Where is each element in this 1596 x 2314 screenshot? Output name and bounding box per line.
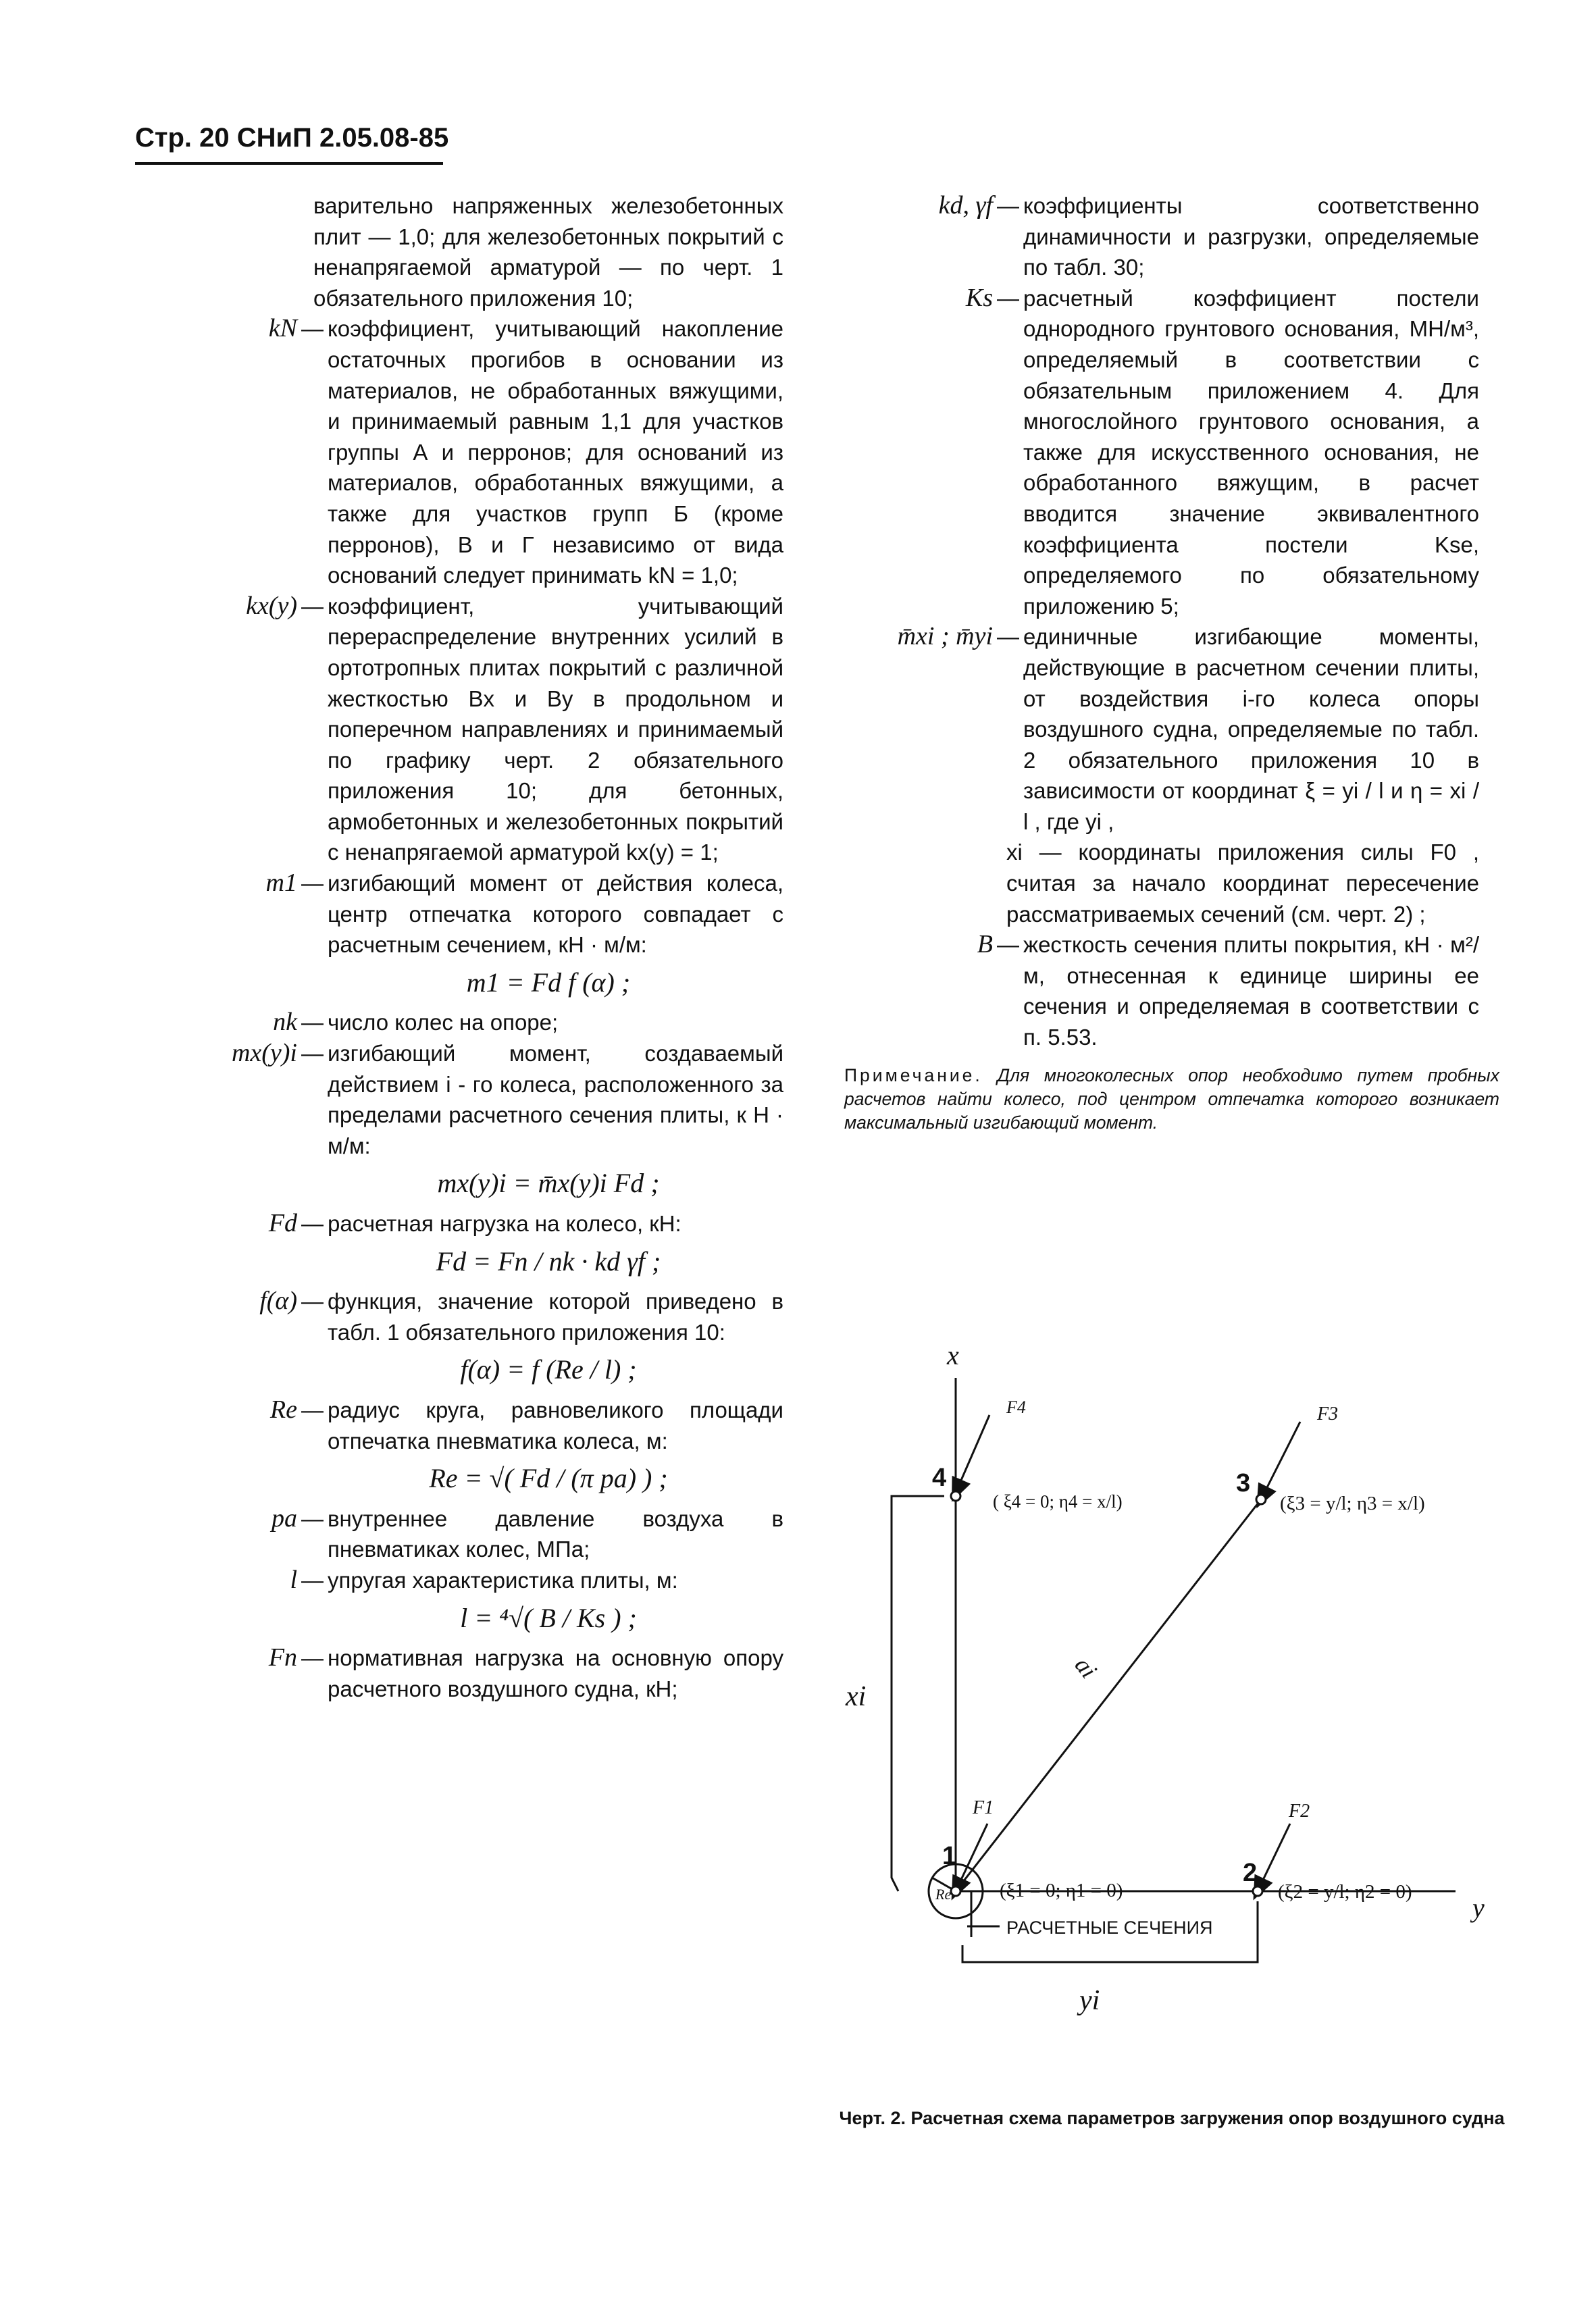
symbol: kN — [268, 314, 297, 343]
symbol: pa — [272, 1503, 297, 1533]
node-1-number: 1 — [942, 1842, 957, 1870]
definition-text: функция, значение которой приведено в табл. 1 обязательного приложения 10: — [328, 1289, 783, 1345]
definition-text: радиус круга, равновеликого площади отпечатка пневматика колеса, м: — [328, 1397, 783, 1454]
formula-f-alpha: f(α) = f (Re / l) ; — [460, 1354, 637, 1385]
symbol: B — [977, 930, 993, 959]
dash: — — [301, 1041, 324, 1066]
definition-kN — [162, 313, 783, 590]
formula-mxyi: mx(y)i = m̄x(y)i Fd ; — [437, 1168, 660, 1199]
point-1 — [951, 1886, 960, 1896]
note-text: Для многоколесных опор необходимо путем пробных расчетов найти колесо, под центром отпечатка которого возникает максимальный изгибающий момент. — [844, 1065, 1499, 1133]
left-column — [162, 190, 783, 1704]
sections-label: РАСЧЕТНЫЕ СЕЧЕНИЯ — [1006, 1918, 1213, 1938]
figure-caption: Черт. 2. Расчетная схема параметров загружения опор воздушного судна — [839, 2108, 1505, 2128]
note-label: Примечание. — [844, 1065, 983, 1085]
dash: — — [301, 1010, 324, 1035]
formula-Fd: Fd = Fn / nk · kd γf ; — [436, 1245, 661, 1277]
note — [844, 1064, 1499, 1135]
x-axis-label: x — [947, 1340, 959, 1370]
definition-text: расчетная нагрузка на колесо, кН: — [328, 1211, 681, 1236]
symbol: Re — [269, 1395, 297, 1424]
dash: — — [301, 593, 324, 619]
definition-text: жесткость сечения плиты покрытия, кН · м²/м, отнесенная к единице ширины ее сечения и определяемая в соответствии с п. 5.53. — [1023, 932, 1479, 1050]
F1-label: F1 — [973, 1797, 994, 1818]
definition-text: коэффициенты соответственно динамичности и разгрузки, определяемые по табл. 30; — [1023, 193, 1479, 280]
Re-label: Re — [935, 1886, 952, 1903]
load-scheme-diagram — [838, 1324, 1513, 2080]
definition-text: изгибающий момент, создаваемый действием i - го колеса, расположенного за пределами расчетного сечения плиты, к Н · м/м: — [328, 1041, 783, 1158]
coords-3: (ξ3 = y/l; η3 = x/l) — [1280, 1493, 1425, 1514]
F3-label: F3 — [1317, 1404, 1339, 1424]
definition-Ks — [831, 283, 1479, 622]
definition-mxi-myi — [831, 621, 1479, 837]
coords-4: ( ξ4 = 0; η4 = x/l) — [993, 1491, 1123, 1512]
definition-l — [162, 1565, 783, 1596]
definition-text: внутреннее давление воздуха в пневматиках колес, МПа; — [328, 1506, 783, 1562]
definition-f-alpha — [162, 1286, 783, 1347]
diagonal-ai — [956, 1499, 1261, 1891]
definition-text: число колес на опоре; — [328, 1010, 559, 1035]
symbol: Ks — [965, 283, 993, 312]
xi-bracket — [892, 1496, 944, 1891]
y-axis-label: y — [1472, 1893, 1485, 1923]
definition-text: коэффициент, учитывающий перераспределение внутренних усилий в ортотропных плитах покрытий с различной жесткостью Bx и By в продольном и поперечном направлениях и принимаемый по графику черт. 2 обязательного приложения 10; для бетонных, армобетонных и железобетонных покрытий с ненапрягаемой арматурой kx(y) = 1; — [328, 593, 783, 865]
F2-label: F2 — [1289, 1801, 1310, 1822]
formula-l: l = ⁴√( B / Ks ) ; — [460, 1602, 637, 1633]
dash: — — [301, 316, 324, 342]
symbol: kd, γf — [938, 191, 993, 220]
symbol: Fn — [268, 1643, 297, 1672]
formula-m1: m1 = Fd f (α) ; — [466, 967, 631, 998]
definition-kd-gf — [831, 190, 1479, 283]
definition-text: изгибающий момент от действия колеса, центр отпечатка которого совпадает с расчетным сечением, кН · м/м: — [328, 871, 783, 958]
definition-mxyi — [162, 1038, 783, 1161]
node-2-number: 2 — [1243, 1859, 1258, 1887]
xi-label: xi — [846, 1681, 867, 1712]
dash: — — [997, 932, 1019, 958]
dash: — — [997, 193, 1019, 218]
page-header: Стр. 20 СНиП 2.05.08-85 — [135, 123, 449, 153]
definition-nk — [162, 1007, 783, 1038]
force-F3-arrow — [1261, 1422, 1300, 1499]
definition-m1 — [162, 868, 783, 960]
definition-Re — [162, 1395, 783, 1456]
point-3 — [1256, 1495, 1266, 1504]
definition-Fd — [162, 1208, 783, 1239]
symbol: Fd — [268, 1209, 297, 1237]
force-F4-arrow — [956, 1415, 989, 1493]
symbol: m1 — [265, 869, 297, 898]
definition-text: нормативная нагрузка на основную опору расчетного воздушного судна, кН; — [328, 1645, 783, 1701]
dash: — — [301, 1645, 324, 1671]
dash: — — [997, 624, 1019, 650]
yi-label: yi — [1079, 1985, 1100, 2016]
dash: — — [301, 871, 324, 896]
right-column — [831, 190, 1479, 1053]
symbol: l — [290, 1565, 297, 1594]
dash: — — [301, 1211, 324, 1236]
point-2 — [1253, 1886, 1262, 1896]
node-4-number: 4 — [932, 1464, 947, 1492]
symbol: mx(y)i — [231, 1039, 297, 1068]
dash: — — [301, 1506, 324, 1531]
dash: — — [301, 1289, 324, 1314]
definition-kxy — [162, 591, 783, 868]
symbol: f(α) — [259, 1287, 297, 1316]
definition-xi-continued: xi — координаты приложения силы F0 , считая за начало координат пересечение рассматриваемых сечений (см. черт. 2) ; — [1006, 840, 1479, 927]
node-3-number: 3 — [1236, 1469, 1251, 1497]
symbol: m̄xi ; m̄yi — [897, 622, 993, 651]
coords-2: (ξ2 = y/l; η2 = 0) — [1278, 1881, 1412, 1903]
definition-B — [831, 929, 1479, 1052]
symbol: nk — [273, 1008, 297, 1037]
dash: — — [997, 285, 1019, 311]
definition-text: единичные изгибающие моменты, действующие в расчетном сечении плиты, от воздействия i-го колеса опоры воздушного судна, определяемые по табл. 2 обязательного приложения 10 в зависимости от координат ξ = yi / l и η = xi / l , где yi , — [1023, 624, 1479, 834]
ai-label: ai — [1069, 1651, 1103, 1684]
formula-Re: Re = √( Fd / (π pa) ) ; — [429, 1463, 668, 1494]
continued-paragraph: варительно напряженных железобетонных плит — 1,0; для железобетонных покрытий с ненапрягаемой арматурой — по черт. 1 обязательного приложения 10; — [313, 193, 783, 311]
header-rule — [135, 162, 443, 165]
dash: — — [301, 1567, 324, 1593]
dash: — — [301, 1397, 324, 1422]
point-4 — [951, 1491, 960, 1501]
definition-text: расчетный коэффициент постели однородного грунтового основания, МН/м³, определяемый в соответствии с обязательным приложением 4. Для многослойного грунтового основания, а также для искусственного основания, не обработанного вяжущим, в расчет вводится значение эквивалентного коэффициента постели Kse, определяемого по обязательному приложению 5; — [1023, 285, 1479, 619]
definition-text: упругая характеристика плиты, м: — [328, 1567, 678, 1593]
symbol: kx(y) — [246, 591, 297, 620]
definition-text: коэффициент, учитывающий накопление остаточных прогибов в основании из материалов, не обработанных вяжущими, и принимаемый равным 1,1 для участков группы А и перронов; для оснований из материалов, обработанных вяжущими, а также для участков групп Б (кроме перронов), В и Г независимо от вида оснований следует принимать kN = 1,0; — [328, 316, 783, 588]
definition-pa — [162, 1503, 783, 1565]
F4-label: F4 — [1006, 1397, 1026, 1417]
coords-1: (ξ1 = 0; η1 = 0) — [1000, 1880, 1123, 1901]
definition-Fn — [162, 1643, 783, 1704]
